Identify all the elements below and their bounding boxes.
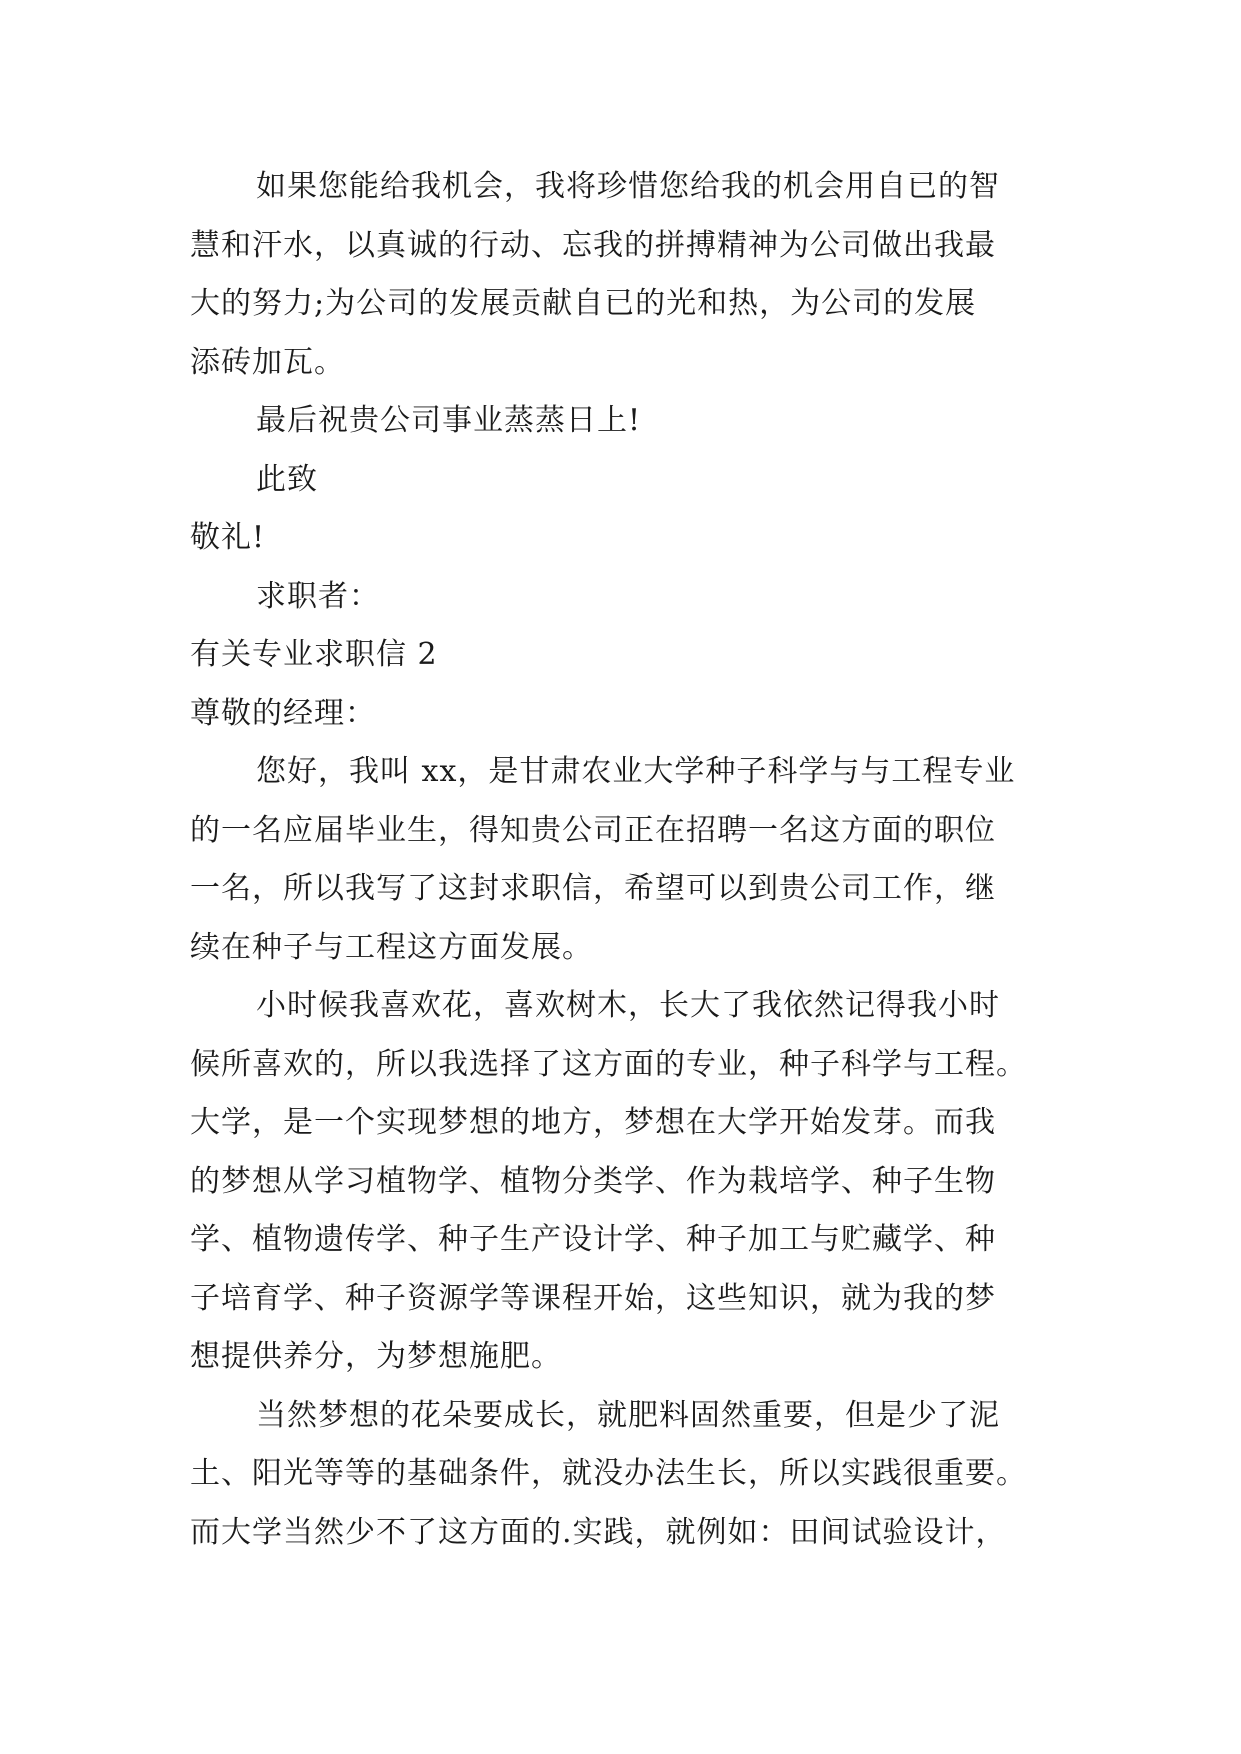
text-line: 小时候我喜欢花，喜欢树木，长大了我依然记得我小时 [256, 988, 1000, 1023]
text-line: 大的努力;为公司的发展贡献自已的光和热，为公司的发展 [190, 286, 977, 321]
text-line: 慧和汗水，以真诚的行动、忘我的拼搏精神为公司做出我最 [190, 227, 996, 263]
text-line: 您好，我叫 xx，是甘肃农业大学种子科学与与工程专业 [256, 754, 1016, 789]
text-line: 想提供养分，为梦想施肥。 [190, 1339, 562, 1374]
text-line: 的梦想从学习植物学、植物分类学、作为栽培学、种子生物 [190, 1163, 996, 1199]
text-line: 学、植物遗传学、种子生产设计学、种子加工与贮藏学、种 [190, 1222, 996, 1257]
text-line: 一名，所以我写了这封求职信，希望可以到贵公司工作，继 [190, 871, 996, 906]
text-line: 有关专业求职信 2 [190, 637, 438, 672]
text-line: 子培育学、种子资源学等课程开始，这些知识，就为我的梦 [190, 1280, 996, 1316]
text-line: 候所喜欢的，所以我选择了这方面的专业，种子科学与工程。 [190, 1046, 1027, 1082]
text-line: 土、阳光等等的基础条件，就没办法生长，所以实践很重要。 [190, 1456, 1027, 1491]
text-line: 大学，是一个实现梦想的地方，梦想在大学开始发芽。而我 [190, 1105, 996, 1140]
text-line: 当然梦想的花朵要成长，就肥料固然重要，但是少了泥 [256, 1397, 1000, 1433]
text-line: 最后祝贵公司事业蒸蒸日上! [256, 403, 642, 438]
text-line: 敬礼! [190, 520, 266, 555]
text-line: 的一名应届毕业生，得知贵公司正在招聘一名这方面的职位 [190, 812, 996, 848]
text-line: 尊敬的经理： [190, 695, 376, 731]
text-line: 添砖加瓦。 [190, 344, 345, 380]
text-line: 求职者： [256, 578, 380, 614]
text-line: 而大学当然少不了这方面的.实践，就例如：田间试验设计， [190, 1514, 1007, 1550]
text-line: 续在种子与工程这方面发展。 [190, 929, 593, 965]
text-line: 如果您能给我机会，我将珍惜您给我的机会用自已的智 [256, 169, 1000, 204]
document-body [190, 158, 1060, 1562]
text-line: 此致 [256, 461, 318, 497]
